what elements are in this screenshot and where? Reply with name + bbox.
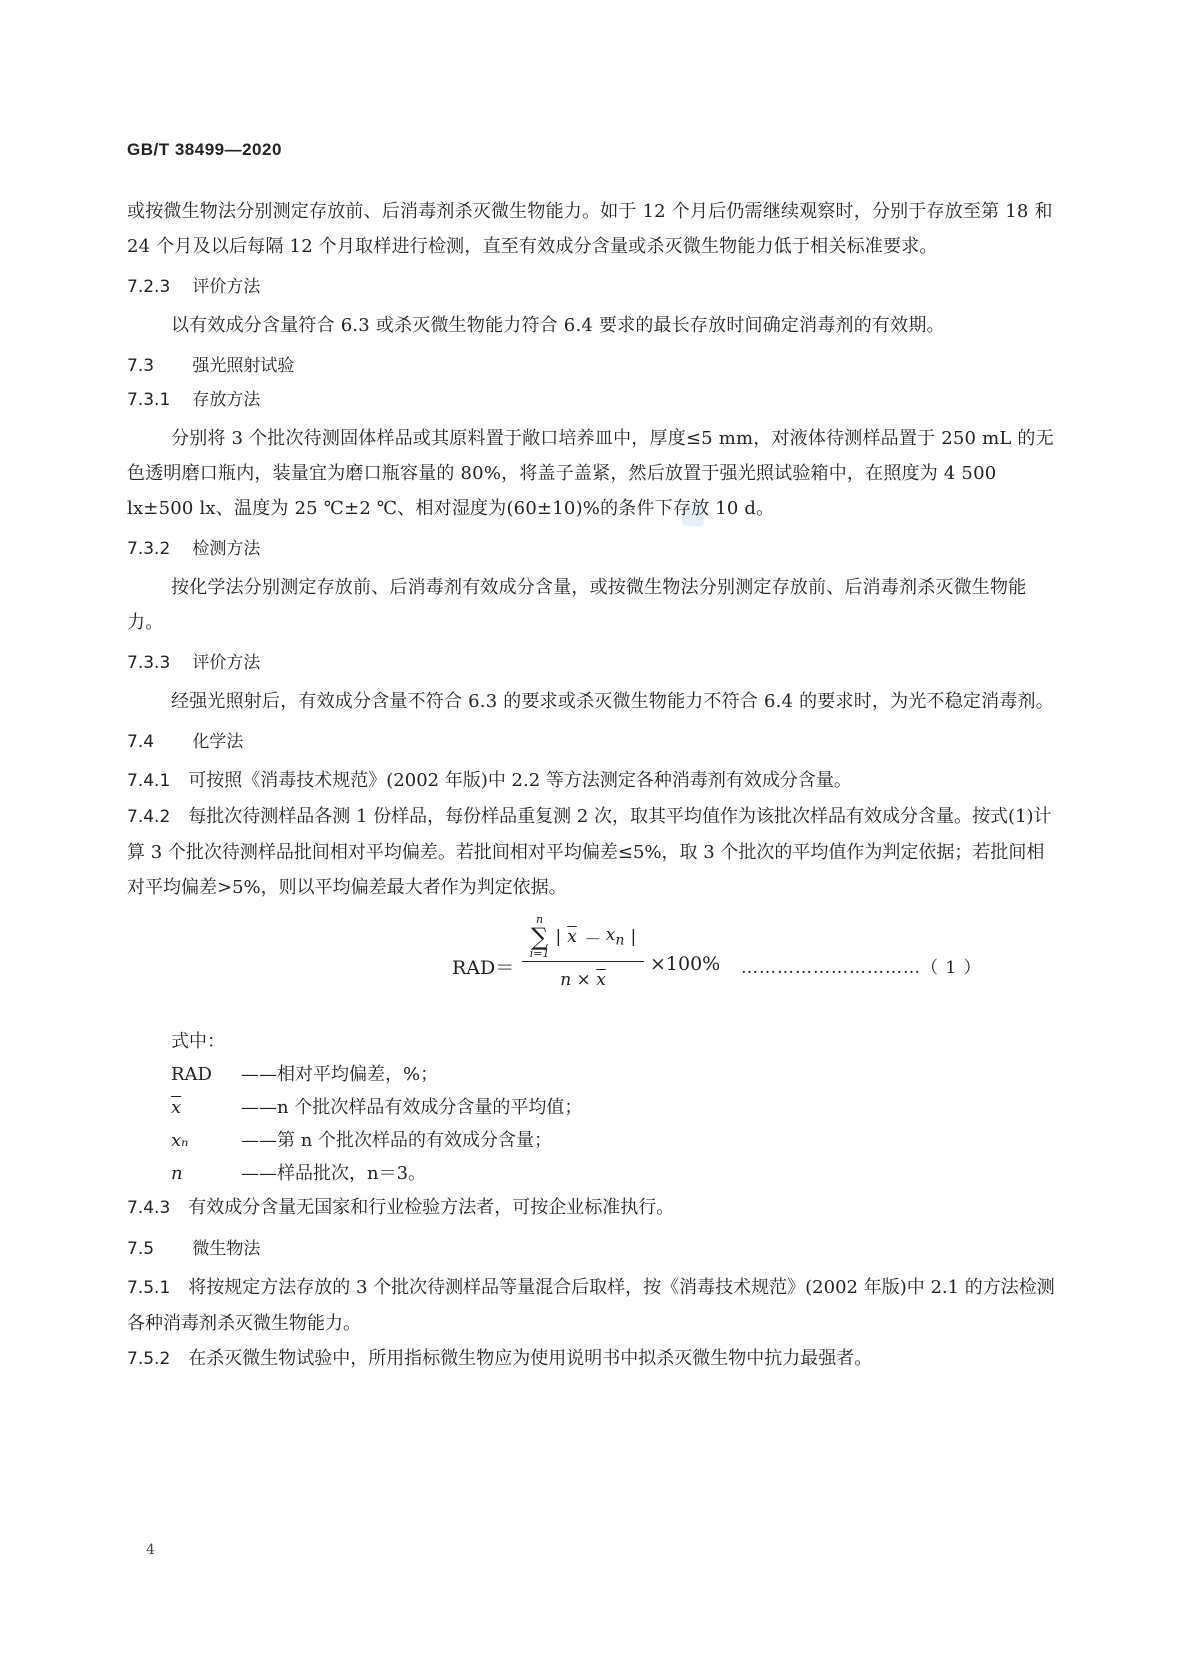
heading-7-2-3 <box>127 276 1057 298</box>
minus-sign: － <box>582 929 600 950</box>
heading-title: 评价方法 <box>192 277 261 297</box>
fraction-bar <box>522 961 644 962</box>
heading-7-4 <box>127 731 1057 753</box>
variable-description: 样品批次，n＝3。 <box>277 1163 427 1184</box>
heading-7-3-3 <box>127 652 1057 674</box>
heading-title: 存放方法 <box>192 390 261 410</box>
abs-open: | <box>555 927 562 947</box>
clause-text: 可按照《消毒技术规范》(2002 年版)中 2.2 等方法测定各种消毒剂有效成分含量。 <box>188 770 852 791</box>
heading-7-3 <box>127 355 1057 377</box>
formula-denominator <box>522 964 644 990</box>
where-label: 式中： <box>171 1031 225 1052</box>
clause-number: 7.5.2 <box>127 1349 171 1369</box>
formula-times-100: ×100% <box>650 953 721 975</box>
paragraph-7-2-3: 以有效成分含量符合 6.3 或杀灭微生物能力符合 6.4 要求的最长存放时间确定消毒剂的有效期。 <box>171 315 945 336</box>
formula-numerator <box>522 915 644 959</box>
clause-7-5-1 <box>127 1270 1057 1341</box>
clause-text: 有效成分含量无国家和行业检验方法者，可按企业标准执行。 <box>188 1197 675 1218</box>
clause-number: 7.5.1 <box>127 1278 171 1298</box>
standard-code-header: GB/T 38499—2020 <box>127 140 282 159</box>
heading-number: 7.3.2 <box>127 539 171 559</box>
heading-number: 7.3.3 <box>127 653 171 673</box>
heading-number: 7.2.3 <box>127 277 171 297</box>
variable-dash: —— <box>241 1097 277 1118</box>
variable-symbol: $\overline{x}$ <box>171 1097 182 1118</box>
heading-title: 评价方法 <box>192 653 261 673</box>
denom-n: n <box>560 970 572 990</box>
variable-row <box>171 1058 1057 1091</box>
heading-title: 微生物法 <box>192 1239 261 1259</box>
variable-symbol: RAD <box>171 1064 212 1085</box>
clause-number: 7.4.2 <box>127 807 171 827</box>
equation-number: …………………………（ 1 ） <box>741 958 982 978</box>
heading-title: 检测方法 <box>192 539 261 559</box>
variable-description: 第 n 个批次样品的有效成分含量； <box>277 1130 553 1151</box>
variable-description: 相对平均偏差，%； <box>277 1064 439 1085</box>
intro-paragraph: 或按微生物法分别测定存放前、后消毒剂杀灭微生物能力。如于 12 个月后仍需继续观察时，分别于存放至第 18 和 24 个月及以后每隔 12 个月取样进行检测，直至有效成分含量或杀灭微生物能力低于相关标准要求。 <box>127 201 1053 257</box>
variable-dash: —— <box>241 1163 277 1184</box>
variable-symbol: xₙ <box>171 1130 189 1151</box>
clause-number: 7.4.1 <box>127 771 171 791</box>
heading-number: 7.5 <box>127 1239 155 1259</box>
x-n-subscript: n <box>615 932 625 949</box>
formula-lhs: RAD＝ <box>452 957 515 979</box>
variable-row <box>171 1091 1057 1124</box>
x-n <box>606 925 625 948</box>
paragraph-7-3-3: 经强光照射后，有效成分含量不符合 6.3 的要求或杀灭微生物能力不符合 6.4 的要求时，为光不稳定消毒剂。 <box>171 691 1054 712</box>
clause-7-5-2 <box>127 1341 1057 1377</box>
summation-symbol <box>530 914 550 960</box>
x-n-base: x <box>605 925 616 946</box>
paragraph-7-3-2: 按化学法分别测定存放前、后消毒剂有效成分含量，或按微生物法分别测定存放前、后消毒剂杀灭微生物能力。 <box>127 577 1027 633</box>
denom-times: × <box>576 970 591 990</box>
formula-1 <box>127 909 1057 1019</box>
mean-x: $\overline{x}$ <box>567 927 577 947</box>
sum-lower-limit: i=1 <box>529 947 550 960</box>
heading-number: 7.3 <box>127 356 155 376</box>
main-content <box>127 194 1057 1377</box>
heading-7-3-1 <box>127 389 1057 411</box>
abs-close: | <box>630 927 637 947</box>
variable-dash: —— <box>241 1130 277 1151</box>
variable-row <box>171 1124 1057 1157</box>
page-number: 4 <box>146 1542 155 1558</box>
clause-text: 在杀灭微生物试验中，所用指标微生物应为使用说明书中拟杀灭微生物中抗力最强者。 <box>188 1348 873 1369</box>
clause-text: 将按规定方法存放的 3 个批次待测样品等量混合后取样，按《消毒技术规范》(2002 年版)中 2.1 的方法检测各种消毒剂杀灭微生物能力。 <box>127 1277 1055 1334</box>
heading-title: 化学法 <box>192 732 244 752</box>
sigma-glyph: ∑ <box>531 923 549 951</box>
heading-7-3-2 <box>127 538 1057 560</box>
variable-dash: —— <box>241 1064 277 1085</box>
sum-upper-limit: n <box>536 913 544 926</box>
clause-text: 每批次待测样品各测 1 份样品，每份样品重复测 2 次，取其平均值作为该批次样品有效成分含量。按式(1)计算 3 个批次待测样品批间相对平均偏差。若批间相对平均偏差≤5%，取 3 个批次的平均值作为判定依据；若批间相对平均偏差>5%，则以平均偏差最大者作为判定依据。 <box>127 806 1052 898</box>
clause-7-4-3 <box>127 1190 1057 1226</box>
heading-7-5 <box>127 1238 1057 1260</box>
paragraph-7-3-1: 分别将 3 个批次待测固体样品或其原料置于敞口培养皿中，厚度≤5 mm，对液体待测样品置于 250 mL 的无色透明磨口瓶内，装量宜为磨口瓶容量的 80%，将盖子盖紧，然后放置于强光照试验箱中，在照度为 4 500 lx±500 lx、温度为 25 ℃±2 ℃、相对湿度为(60±10)%的条件下存放 10 d。 <box>127 428 1054 519</box>
variable-symbol: n <box>171 1163 183 1184</box>
heading-number: 7.4 <box>127 732 155 752</box>
clause-number: 7.4.3 <box>127 1198 171 1218</box>
heading-number: 7.3.1 <box>127 390 171 410</box>
formula-fraction <box>522 915 644 990</box>
variable-row <box>171 1157 1057 1190</box>
variable-description: n 个批次样品有效成分含量的平均值； <box>277 1097 583 1118</box>
where-section <box>127 1025 1057 1190</box>
denom-mean-x: $\overline{x}$ <box>596 970 606 990</box>
clause-7-4-2 <box>127 799 1057 905</box>
clause-7-4-1 <box>127 763 1057 799</box>
heading-title: 强光照射试验 <box>192 356 295 376</box>
